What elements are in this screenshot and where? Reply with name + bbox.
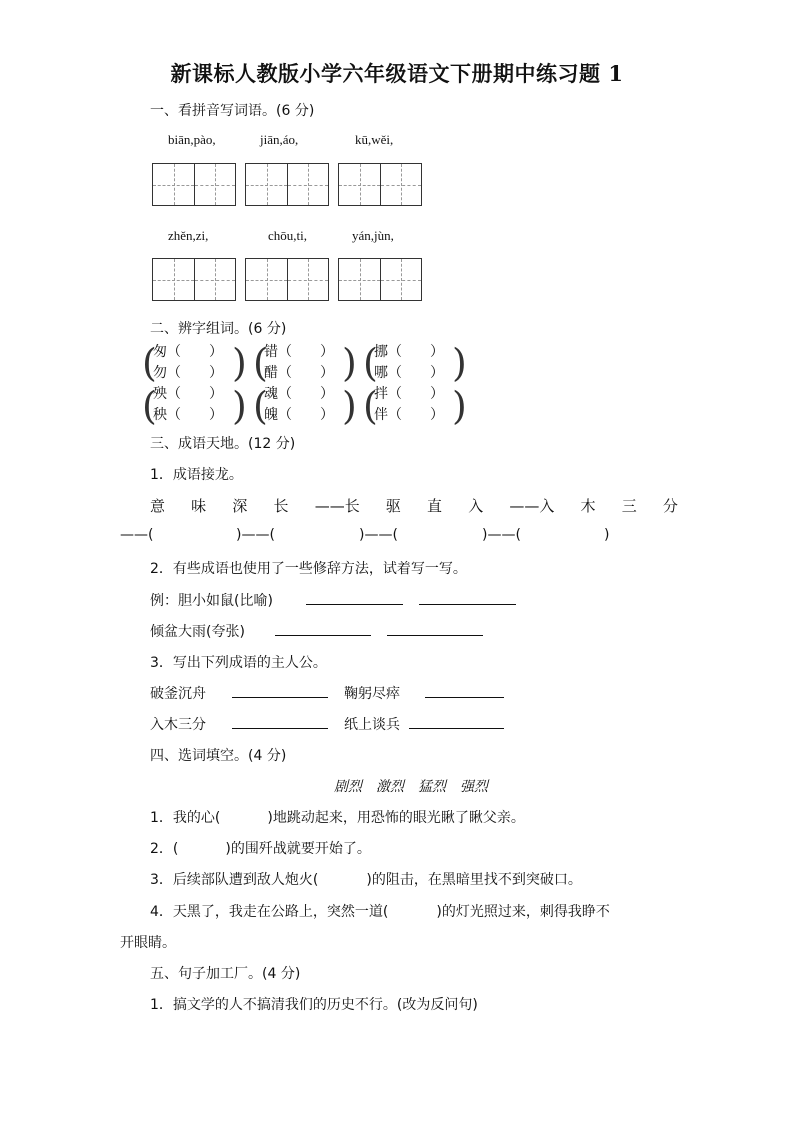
- brace-right: ): [342, 384, 357, 428]
- brace-left: (: [363, 384, 378, 428]
- writing-grid-3[interactable]: [338, 163, 422, 206]
- pair-2-a: 错（ ）: [264, 344, 334, 360]
- chain-char: ——长: [314, 497, 360, 515]
- chain-char: 三: [621, 497, 637, 515]
- answer-blank[interactable]: [306, 590, 403, 605]
- brace-left: (: [363, 341, 378, 385]
- pair-3-b: 哪（ ）: [374, 365, 444, 381]
- answer-blank[interactable]: [409, 714, 504, 729]
- fill-item-2: [150, 838, 371, 858]
- pair-2-b: 醋（ ）: [264, 365, 334, 381]
- writing-grid-6[interactable]: [338, 258, 422, 301]
- section5-heading: 五、句子加工厂。(4 分): [150, 966, 301, 982]
- writing-grid-1[interactable]: [152, 163, 236, 206]
- fill-item-3-after: )的阻击，在黑暗里找不到突破口。: [366, 872, 582, 888]
- answer-blank[interactable]: [419, 590, 516, 605]
- chain-char: 长: [273, 497, 289, 515]
- answer-blank[interactable]: [387, 621, 483, 636]
- fill-item-2-before: 2．(: [150, 841, 179, 857]
- chain-char: 入: [468, 497, 484, 515]
- writing-grid-2[interactable]: [245, 163, 329, 206]
- fill-item-1: [150, 807, 525, 827]
- pair-1-b: 勿（ ）: [153, 365, 223, 381]
- char-pair-1: [153, 342, 223, 384]
- chain-char: 意: [150, 497, 166, 515]
- idiom-4: 纸上谈兵: [344, 717, 400, 733]
- pinyin-3: kū,wěi,: [355, 132, 394, 147]
- fill-item-3-before: 3．后续部队遭到敌人炮火(: [150, 872, 319, 888]
- section3-heading: 三、成语天地。(12 分): [150, 436, 296, 452]
- fill-item-4: [150, 901, 610, 921]
- fill-item-2-after: )的围歼战就要开始了。: [225, 841, 371, 857]
- brace-right: ): [452, 384, 467, 428]
- fill-item-3: [150, 869, 582, 889]
- section1-heading: 一、看拼音写词语。(6 分): [150, 103, 315, 119]
- chain-blank-d[interactable]: )——(: [482, 527, 521, 543]
- writing-grid-5[interactable]: [245, 258, 329, 301]
- chain-char: 木: [580, 497, 596, 515]
- char-pair-3: [374, 342, 444, 384]
- chain-char: 驱: [385, 497, 401, 515]
- brace-left: (: [142, 384, 157, 428]
- q-idiom-chain: 1．成语接龙。: [150, 467, 243, 483]
- fill-item-4-before: 4．天黑了，我走在公路上，突然一道(: [150, 904, 389, 920]
- idiom-chain-line-1: [150, 495, 678, 516]
- chain-char: 深: [232, 497, 248, 515]
- pair-6-b: 伴（ ）: [374, 407, 444, 423]
- char-pair-6: [374, 384, 444, 426]
- brace-right: ): [232, 384, 247, 428]
- char-pair-4: [153, 384, 223, 426]
- section2-heading: 二、辨字组词。(6 分): [150, 321, 287, 337]
- brace-left: (: [253, 384, 268, 428]
- word-options: 剧烈 激烈 猛烈 强烈: [334, 779, 488, 795]
- pinyin-4: zhěn,zi,: [168, 228, 209, 243]
- pair-5-a: 魂（ ）: [264, 386, 334, 402]
- char-pair-2: [264, 342, 334, 384]
- fill-item-4-continued: 开眼睛。: [120, 935, 176, 951]
- chain-blank-c[interactable]: )——(: [359, 527, 398, 543]
- char-pair-5: [264, 384, 334, 426]
- pair-5-b: 魄（ ）: [264, 407, 334, 423]
- answer-blank[interactable]: [425, 683, 504, 698]
- chain-char: 分: [662, 497, 678, 515]
- brace-left: (: [142, 341, 157, 385]
- page-title: 新课标人教版小学六年级语文下册期中练习题 1: [170, 61, 624, 86]
- fill-item-4-after: )的灯光照过来，刺得我睁不: [436, 904, 610, 920]
- pinyin-6: yán,jùn,: [352, 228, 394, 243]
- fill-item-1-before: 1．我的心(: [150, 810, 221, 826]
- answer-blank[interactable]: [275, 621, 371, 636]
- idiom-2: 鞠躬尽瘁: [344, 686, 400, 702]
- idiom-1: 破釜沉舟: [150, 686, 206, 702]
- rhetoric-example: 例：胆小如鼠(比喻): [150, 593, 273, 609]
- pinyin-2: jiān,áo,: [260, 132, 299, 147]
- chain-blank-end: ): [604, 527, 610, 543]
- brace-right: ): [452, 341, 467, 385]
- q-rhetorical-question: 1．搞文学的人不搞清我们的历史不行。(改为反问句): [150, 997, 478, 1013]
- chain-char: 味: [191, 497, 207, 515]
- pair-4-b: 秧（ ）: [153, 407, 223, 423]
- chain-char: ——入: [509, 497, 555, 515]
- chain-blank-a[interactable]: ——(: [120, 527, 154, 543]
- idiom-3: 入木三分: [150, 717, 206, 733]
- brace-left: (: [253, 341, 268, 385]
- pinyin-1: biān,pào,: [168, 132, 216, 147]
- pair-3-a: 挪（ ）: [374, 344, 444, 360]
- section4-heading: 四、选词填空。(4 分): [150, 748, 287, 764]
- chain-char: 直: [427, 497, 443, 515]
- answer-blank[interactable]: [232, 714, 328, 729]
- q-rhetoric: 2．有些成语也使用了一些修辞方法，试着写一写。: [150, 561, 467, 577]
- writing-grid-4[interactable]: [152, 258, 236, 301]
- pair-4-a: 殃（ ）: [153, 386, 223, 402]
- rhetoric-row-2: 倾盆大雨(夸张): [150, 624, 245, 640]
- pair-6-a: 拌（ ）: [374, 386, 444, 402]
- brace-right: ): [232, 341, 247, 385]
- fill-item-1-after: )地跳动起来，用恐怖的眼光瞅了瞅父亲。: [267, 810, 525, 826]
- answer-blank[interactable]: [232, 683, 328, 698]
- chain-blank-b[interactable]: )——(: [236, 527, 275, 543]
- pinyin-5: chōu,ti,: [268, 228, 307, 243]
- q-protagonist: 3．写出下列成语的主人公。: [150, 655, 327, 671]
- brace-right: ): [342, 341, 357, 385]
- pair-1-a: 匆（ ）: [153, 344, 223, 360]
